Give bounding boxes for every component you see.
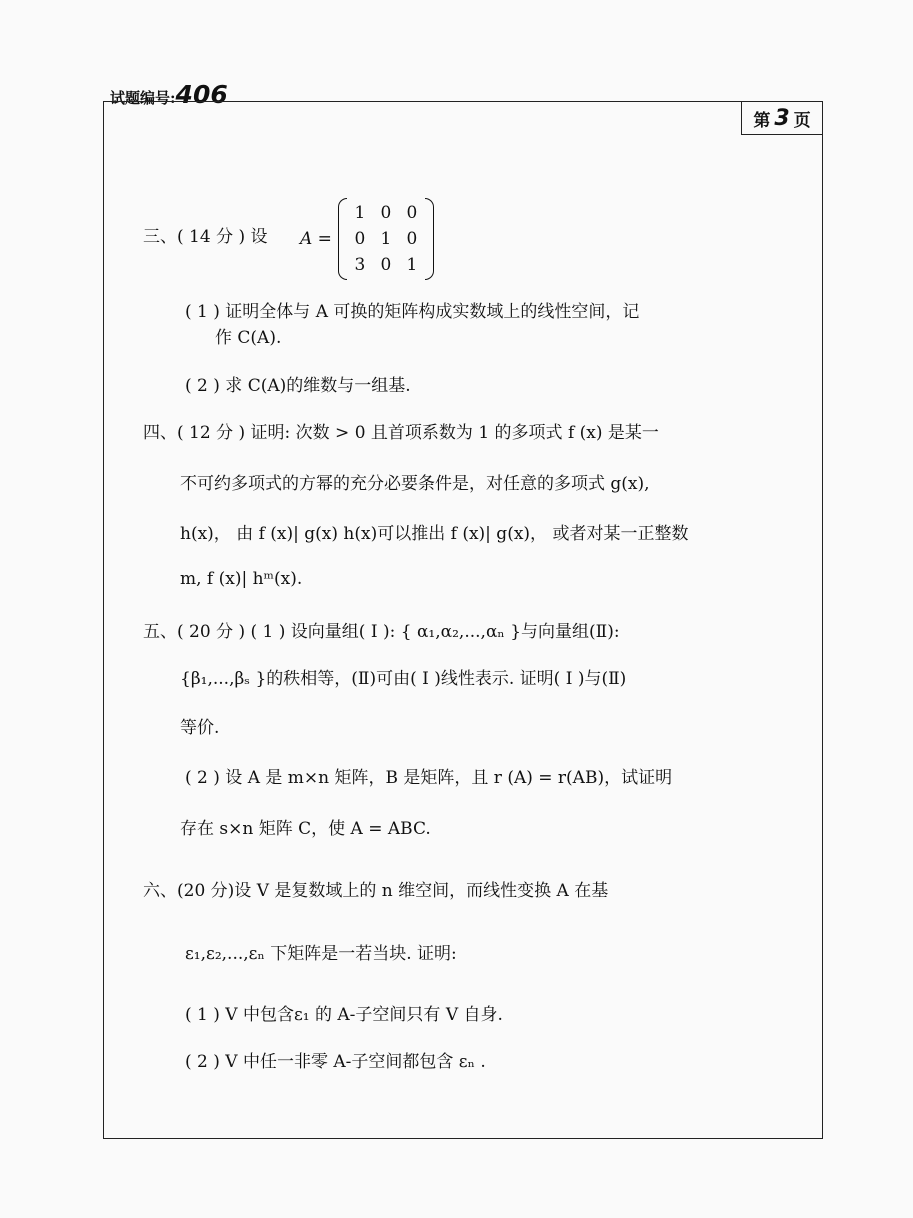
matrix-table — [347, 200, 425, 278]
matrix-cell: 1 — [380, 229, 392, 249]
matrix-right-bracket — [425, 198, 434, 280]
page-number: 3 — [774, 105, 790, 131]
matrix-cell: 0 — [380, 255, 392, 275]
matrix-cell: 1 — [354, 203, 366, 223]
matrix-cell: 0 — [406, 229, 418, 249]
q3-part1-line2: 作 C(A). — [215, 328, 282, 348]
q6-line4: ( 2 ) V 中任一非零 A-子空间都包含 εₙ . — [185, 1052, 486, 1072]
page-prefix: 第 — [753, 110, 771, 131]
matrix-cell: 1 — [406, 255, 418, 275]
matrix-lhs: A = — [300, 229, 332, 249]
page-number-box — [741, 101, 823, 135]
q6-line2: ε₁,ε₂,...,εₙ 下矩阵是一若当块. 证明: — [185, 944, 457, 964]
q5-line5: 存在 s×n 矩阵 C，使 A = ABC. — [180, 819, 431, 839]
exam-code-number: 406 — [175, 80, 228, 109]
q5-line3: 等价. — [180, 718, 220, 738]
matrix-a — [300, 198, 434, 280]
q3-head: 三、( 14 分 ) 设 — [143, 227, 268, 247]
q3-part2: ( 2 ) 求 C(A)的维数与一组基. — [185, 376, 411, 396]
matrix-cell: 3 — [354, 255, 366, 275]
q4-line4: m, f (x)| hᵐ(x). — [180, 569, 303, 589]
q5-line1: 五、( 20 分 ) ( 1 ) 设向量组( I ): { α₁,α₂,...,αₙ }与向量组(Ⅱ): — [143, 622, 620, 642]
matrix-cell: 0 — [406, 203, 418, 223]
q4-line3: h(x)， 由 f (x)| g(x) h(x)可以推出 f (x)| g(x)， 或者对某一正整数 — [180, 524, 689, 544]
q6-line1: 六、(20 分)设 V 是复数域上的 n 维空间，而线性变换 A 在基 — [143, 881, 609, 901]
q5-line2: {β₁,...,βₛ }的秩相等，(Ⅱ)可由( I )线性表示. 证明( I )与(Ⅱ) — [180, 669, 627, 689]
q4-line1: 四、( 12 分 ) 证明: 次数 > 0 且首项系数为 1 的多项式 f (x) 是某一 — [143, 423, 659, 443]
q4-line2: 不可约多项式的方幂的充分必要条件是，对任意的多项式 g(x), — [180, 474, 650, 494]
matrix-cell: 0 — [354, 229, 366, 249]
matrix-cell: 0 — [380, 203, 392, 223]
exam-code-label: 试题编号: — [110, 89, 176, 107]
page-suffix: 页 — [793, 110, 811, 131]
q6-line3: ( 1 ) V 中包含ε₁ 的 A-子空间只有 V 自身. — [185, 1005, 503, 1025]
matrix-left-bracket — [338, 198, 347, 280]
q3-part1-line1: ( 1 ) 证明全体与 A 可换的矩阵构成实数域上的线性空间，记 — [185, 302, 640, 322]
q5-line4: ( 2 ) 设 A 是 m×n 矩阵，B 是矩阵，且 r (A) = r(AB)，试证明 — [185, 768, 673, 788]
